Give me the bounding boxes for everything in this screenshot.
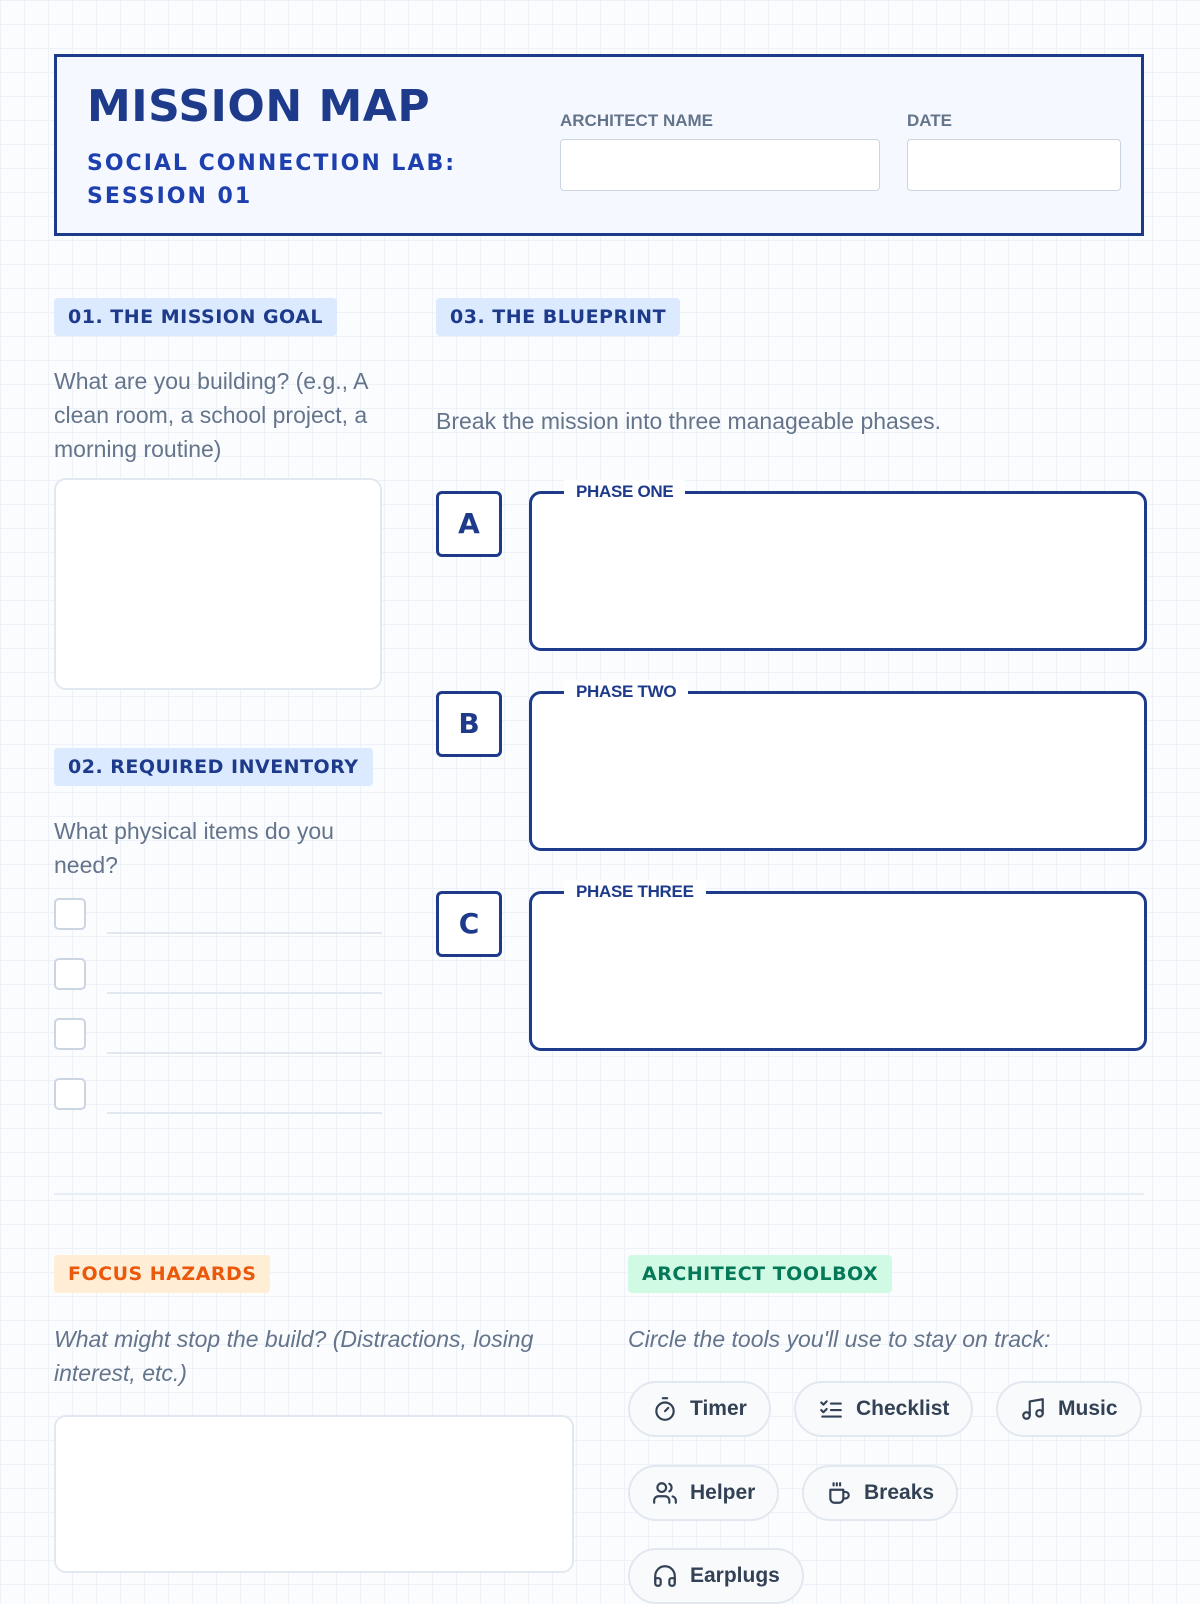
blueprint-heading: 03. THE BLUEPRINT xyxy=(436,298,680,336)
tool-timer[interactable] xyxy=(628,1381,771,1437)
phase-one-label: PHASE ONE xyxy=(564,480,685,504)
phase-one-box[interactable] xyxy=(529,482,1147,651)
mission-goal-heading: 01. THE MISSION GOAL xyxy=(54,298,337,336)
focus-hazards-heading: FOCUS HAZARDS xyxy=(54,1255,270,1293)
phase-a-marker: A xyxy=(436,491,502,557)
date-label: DATE xyxy=(907,111,953,130)
tool-music[interactable] xyxy=(996,1381,1142,1437)
inventory-checkbox[interactable] xyxy=(54,898,86,930)
phase-two-box[interactable] xyxy=(529,682,1147,851)
music-icon xyxy=(1020,1396,1046,1422)
inventory-checkbox[interactable] xyxy=(54,1018,86,1050)
timer-icon xyxy=(652,1396,678,1422)
phase-three-box[interactable] xyxy=(529,882,1147,1051)
helper-icon xyxy=(652,1480,678,1506)
architect-name-field[interactable] xyxy=(560,139,880,191)
toolbox-prompt: Circle the tools you'll use to stay on track: xyxy=(628,1326,1051,1352)
tool-earplugs[interactable] xyxy=(628,1548,804,1604)
headphones-icon xyxy=(652,1563,678,1589)
inventory-item-line[interactable] xyxy=(107,992,382,994)
tool-label: Breaks xyxy=(864,1481,935,1504)
blueprint-prompt: Break the mission into three manageable phases. xyxy=(436,408,942,434)
inventory-item-line[interactable] xyxy=(107,1052,382,1054)
inventory-checkbox[interactable] xyxy=(54,958,86,990)
phase-c-marker: C xyxy=(436,891,502,957)
focus-hazards-input[interactable] xyxy=(54,1415,574,1573)
tool-label: Music xyxy=(1058,1397,1118,1420)
mission-goal-prompt: What are you building? (e.g., A clean room, a school project, a morning routine) xyxy=(54,368,368,462)
tool-label: Checklist xyxy=(856,1397,950,1420)
checklist-icon xyxy=(818,1396,844,1422)
phase-three-label: PHASE THREE xyxy=(564,880,706,904)
inventory-heading: 02. REQUIRED INVENTORY xyxy=(54,748,373,786)
inventory-checkbox[interactable] xyxy=(54,1078,86,1110)
phase-two-label: PHASE TWO xyxy=(564,680,688,704)
page-subtitle: SOCIAL CONNECTION LAB: SESSION 01 xyxy=(87,151,457,209)
date-field[interactable] xyxy=(907,139,1121,191)
section-divider xyxy=(54,1193,1144,1195)
architect-name-label: ARCHITECT NAME xyxy=(560,111,713,130)
tool-breaks[interactable] xyxy=(802,1465,958,1521)
mission-goal-input[interactable] xyxy=(54,478,382,690)
toolbox-heading: ARCHITECT TOOLBOX xyxy=(628,1255,892,1293)
tool-helper[interactable] xyxy=(628,1465,779,1521)
inventory-item-line[interactable] xyxy=(107,1112,382,1114)
focus-hazards-prompt: What might stop the build? (Distractions, losing interest, etc.) xyxy=(54,1326,534,1386)
header-panel xyxy=(54,54,1144,236)
tool-label: Earplugs xyxy=(690,1564,780,1587)
phase-b-marker: B xyxy=(436,691,502,757)
coffee-icon xyxy=(826,1480,852,1506)
inventory-prompt: What physical items do you need? xyxy=(54,818,334,878)
tool-label: Helper xyxy=(690,1481,756,1504)
inventory-item-line[interactable] xyxy=(107,932,382,934)
tool-label: Timer xyxy=(690,1397,747,1420)
page-title: MISSION MAP xyxy=(87,81,431,132)
tool-checklist[interactable] xyxy=(794,1381,973,1437)
